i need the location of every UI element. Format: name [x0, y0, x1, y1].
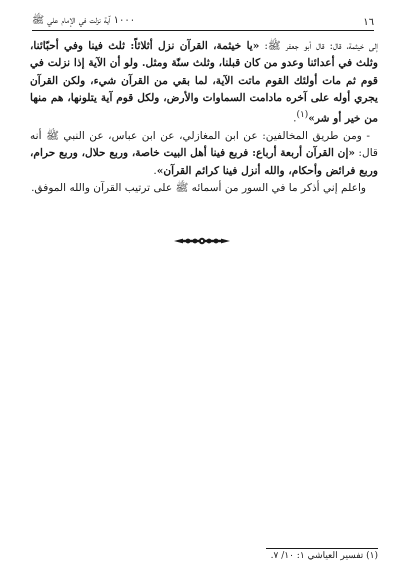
- running-title: ١٠٠٠ آية نزلت في الإمام علي ﷺ: [32, 15, 136, 26]
- paragraph-1-quote: «يا خيثمة، القرآن نزل أثلاثاً: ثلث فينا وفي أحبّائنا، وثلث في أعدائنا وعدو من كان قبلنا، وثلث سنّة ومثل. ولو أن الآية إذا نزلت في قوم ثم مات أولئك القوم ماتت الآية، لما بقي من القرآن شيء، ولكن القرآن يجري أوله على آخره مادامت السماوات والأرض، ولكل قوم آية يتلونها، هم منها من خير أو شر»: [30, 40, 378, 125]
- paragraph-3-text: واعلم إني أذكر ما في السور من أسمائه ﷺ على ترتيب القرآن والله الموفق.: [31, 181, 366, 194]
- page-header: [32, 12, 374, 30]
- paragraph-2-intro: - ومن طريق المخالفين: عن ابن المغازلي، عن ابن عباس، عن النبي ﷺ أنه قال:: [30, 130, 378, 160]
- paragraph-2: [30, 128, 378, 180]
- paragraph-3: [30, 180, 378, 197]
- header-rule: [32, 30, 374, 31]
- section-ornament: [173, 237, 231, 245]
- paragraph-1-intro: إلى خيثمة، قال: قال أبو جعفر ﷺ:: [259, 40, 378, 52]
- footnote: (١) تفسير العياشي ١: ١٠/ ٧.: [270, 551, 378, 561]
- paragraph-1-end: .: [293, 112, 297, 125]
- paragraph-2-end: .: [153, 164, 157, 177]
- main-text: [30, 38, 378, 197]
- page-number: ١٦: [363, 17, 374, 28]
- paragraph-1: [30, 38, 378, 128]
- footnote-ref: (١): [296, 110, 309, 121]
- footnote-rule: [266, 548, 378, 549]
- paragraph-2-quote: «إن القرآن أربعة أرباع: فربع فينا أهل البيت خاصة، وربع حلال، وربع حرام، وربع فرائض وأحكام، والله أنزل فينا كرائم القرآن»: [30, 147, 378, 177]
